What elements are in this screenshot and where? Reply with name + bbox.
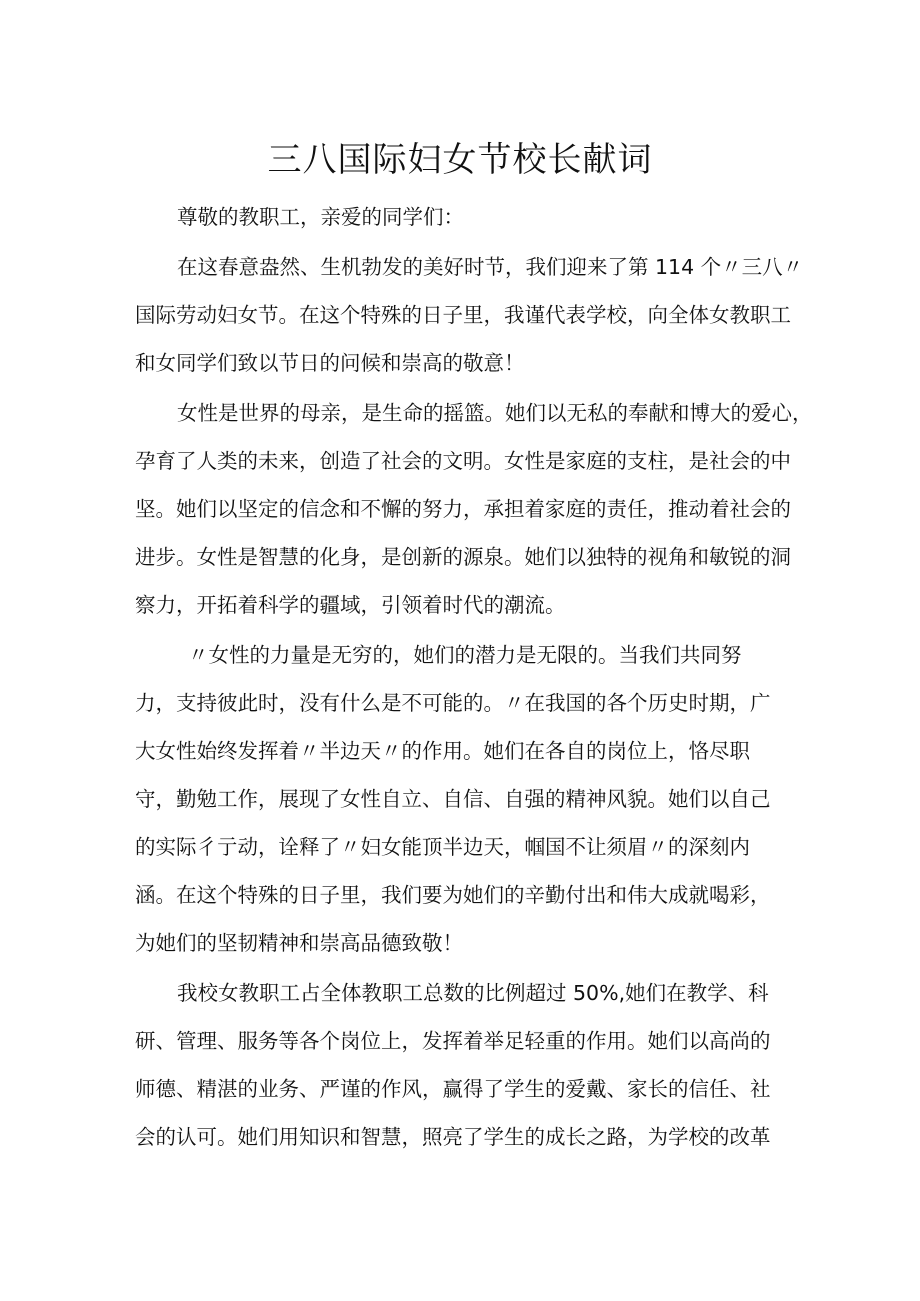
body-line: 察力，开拓着科学的疆域，引领着时代的潮流。 [135,593,566,617]
body-line: 孕育了人类的未来，创造了社会的文明。女性是家庭的支柱，是社会的中 [135,449,791,473]
body-line: 坚。她们以坚定的信念和不懈的努力，承担着家庭的责任，推动着社会的 [135,497,791,521]
body-line: 会的认可。她们用知识和智慧，照亮了学生的成长之路，为学校的改革 [135,1125,771,1149]
body-line: 为她们的坚韧精神和崇高品德致敬！ [135,931,463,955]
body-line: 国际劳动妇女节。在这个特殊的日子里，我谨代表学校，向全体女教职工 [135,303,791,327]
body-line: 研、管理、服务等各个岗位上，发挥着举足轻重的作用。她们以高尚的 [135,1029,771,1053]
body-line: 涵。在这个特殊的日子里，我们要为她们的辛勤付出和伟大成就喝彩， [135,883,771,907]
document-title: 三八国际妇女节校长献词 [267,140,653,180]
body-line: 女性是世界的母亲，是生命的摇篮。她们以无私的奉献和博大的爱心， [177,401,813,425]
body-line: 在这春意盎然、生机勃发的美好时节，我们迎来了第 114 个〃三八〃 [177,255,804,279]
body-line: 师德、精湛的业务、严谨的作风，赢得了学生的爱戴、家长的信任、社 [135,1077,771,1101]
body-line: 大女性始终发挥着〃半边天〃的作用。她们在各自的岗位上，恪尽职 [135,739,750,763]
body-line: 和女同学们致以节日的问候和崇高的敬意！ [135,351,525,375]
body-line: 守，勤勉工作，展现了女性自立、自信、自强的精神风貌。她们以自己 [135,787,771,811]
body-line: 〃女性的力量是无穷的，她们的潜力是无限的。当我们共同努 [188,643,742,667]
body-line: 进步。女性是智慧的化身，是创新的源泉。她们以独特的视角和敏锐的洞 [135,545,791,569]
salutation-line: 尊敬的教职工，亲爱的同学们： [177,205,464,229]
body-line: 我校女教职工占全体教职工总数的比例超过 50%,她们在教学、科 [177,981,769,1005]
body-line: 的实际彳亍动，诠释了〃妇女能顶半边天，帼国不让须眉〃的深刻内 [135,835,750,859]
body-line: 力，支持彼此时，没有什么是不可能的。〃在我国的各个历史时期，广 [135,691,771,715]
